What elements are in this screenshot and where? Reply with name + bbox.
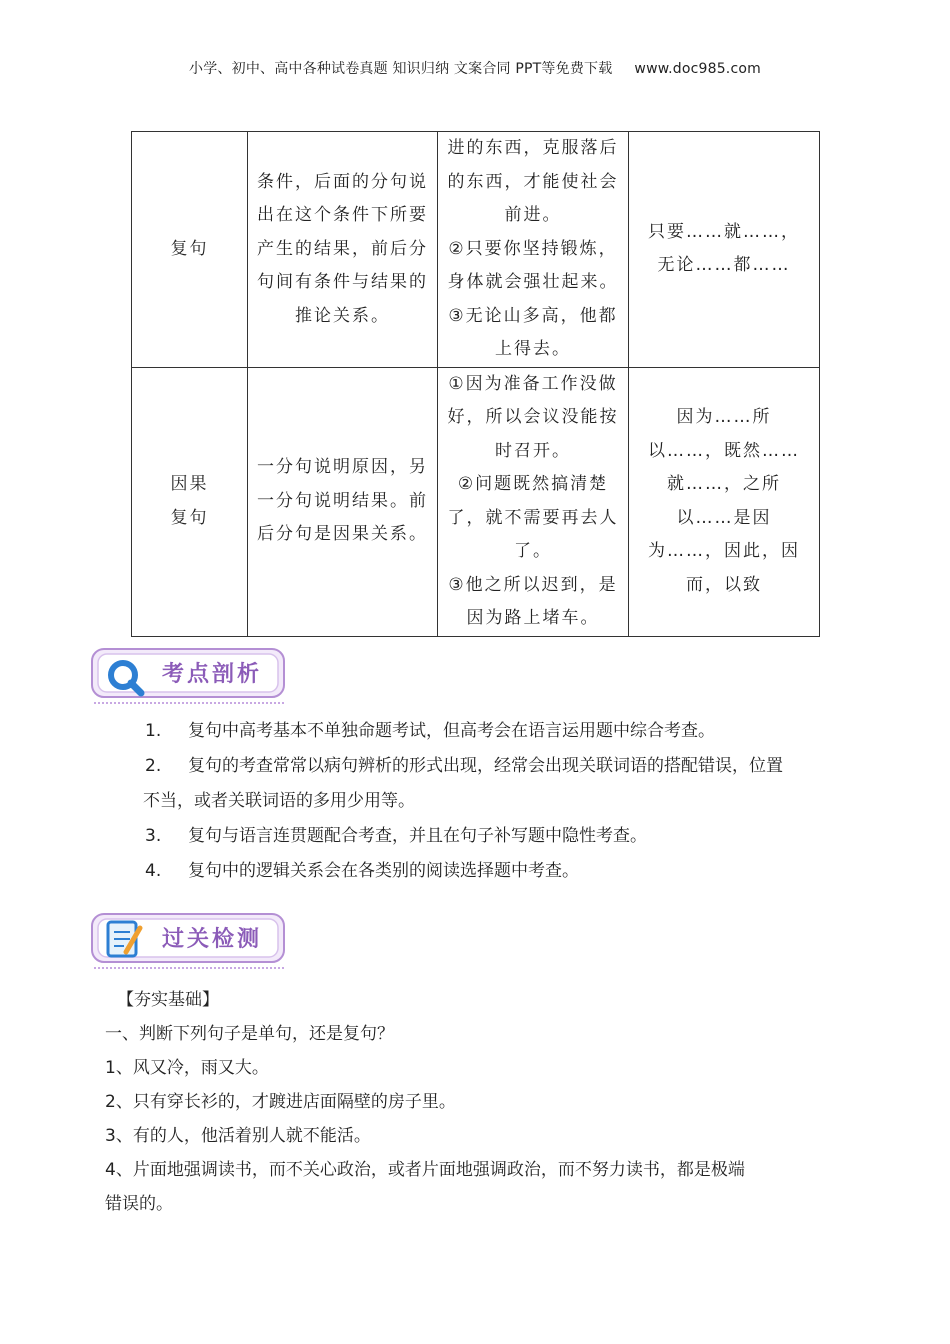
definition-line: 后分句是因果关系。 [257,524,428,545]
sentence-type-cell [132,132,248,368]
header-text: 小学、初中、高中各种试卷真题 知识归纳 文案合同 PPT等免费下载 [189,61,613,77]
example-line: 好，所以会议没能按 [447,407,619,427]
sentence-type-cell [132,367,248,636]
example-line: ①因为准备工作没做 [448,373,618,394]
example-line: 时召开。 [495,440,571,461]
table-row [132,132,820,368]
connective-line: 以……，既然…… [648,440,800,461]
list-item [143,714,865,749]
example-line: 因为路上堵车。 [466,608,600,628]
notepad-pencil-icon [108,922,140,956]
item-number: 3. [145,826,162,846]
page-header [0,58,950,78]
practice-line: 错误的。 [105,1194,173,1214]
item-text: 复句中高考基本不单独命题考试，但高考会在语言运用题中综合考查。 [188,721,715,741]
analysis-title: 考点剖析 [162,662,263,687]
item-text: 复句的考查常常以病句辨析的形式出现，经常会出现关联词语的搭配错误，位置 [188,756,783,776]
item-text: 复句中的逻辑关系会在各类别的阅读选择题中考查。 [188,861,579,881]
practice-line: 4、片面地强调读书，而不关心政治，或者片面地强调政治，而不努力读书，都是极端 [105,1160,745,1180]
practice-section [105,983,875,1221]
example-line: ③无论山多高，他都 [448,305,618,326]
complex-sentence-table [131,131,820,637]
sentence-type: 因果 [170,474,209,494]
example-line: 身体就会强壮起来。 [447,272,619,292]
definition-line: 出在这个条件下所要 [257,205,428,225]
example-line: ②问题既然搞清楚 [457,474,609,494]
sentence-type: 复句 [170,507,209,528]
example-line: ③他之所以迟到，是 [448,574,618,595]
connective-line: 而，以致 [686,574,762,595]
practice-subtitle: 【夯实基础】 [117,990,219,1010]
sentence-type: 复句 [170,238,209,259]
practice-question: 一、判断下列句子是单句，还是复句？ [105,1024,394,1044]
connective-line: 就……，之所 [667,474,781,494]
list-item [143,749,865,819]
definition-line: 一分句说明原因，另 [257,457,428,478]
connective-line: 为……，因此，因 [648,541,800,561]
item-number: 4. [145,861,162,881]
practice-line: 1、风又冷，雨又大。 [105,1058,269,1078]
analysis-banner [90,645,290,703]
connectives-cell [629,367,820,636]
definition-line: 推论关系。 [295,305,390,326]
item-number: 2. [145,756,162,776]
connectives-cell [629,132,820,368]
example-line: 的东西，才能使社会 [447,171,619,192]
connective-line: 因为……所 [676,407,772,427]
definition-cell [248,367,438,636]
definition-line: 产生的结果，前后分 [257,238,428,259]
examples-cell [438,367,629,636]
item-text: 复句与语言连贯题配合考查，并且在句子补写题中隐性考查。 [188,826,647,846]
connective-line: 只要……就……， [648,221,800,242]
item-text-continued: 不当，或者关联词语的多用少用等。 [143,791,415,811]
definition-line: 条件，后面的分句说 [257,171,428,192]
list-item [143,819,865,854]
definition-line: 句间有条件与结果的 [257,272,428,292]
header-site[interactable]: www.doc985.com [634,61,761,77]
item-number: 1. [145,721,162,741]
example-line: 了，就不需要再去人 [447,507,619,528]
list-item [143,854,865,889]
definition-cell [248,132,438,368]
example-line: 前进。 [504,205,562,225]
example-line: 进的东西，克服落后 [447,138,619,158]
connective-line: 以……是因 [676,507,772,528]
definition-line: 一分句说明结果。前 [257,490,428,511]
practice-line: 2、只有穿长衫的，才踱进店面隔壁的房子里。 [105,1092,456,1112]
check-title: 过关检测 [162,927,263,952]
check-banner [90,910,290,968]
practice-line: 3、有的人，他活着别人就不能活。 [105,1126,371,1146]
examples-cell [438,132,629,368]
example-line: ②只要你坚持锻炼， [448,238,618,259]
example-line: 了。 [514,541,552,561]
example-line: 上得去。 [495,339,571,359]
connective-line: 无论……都…… [657,255,791,276]
table-row [132,367,820,636]
analysis-list [143,714,865,889]
